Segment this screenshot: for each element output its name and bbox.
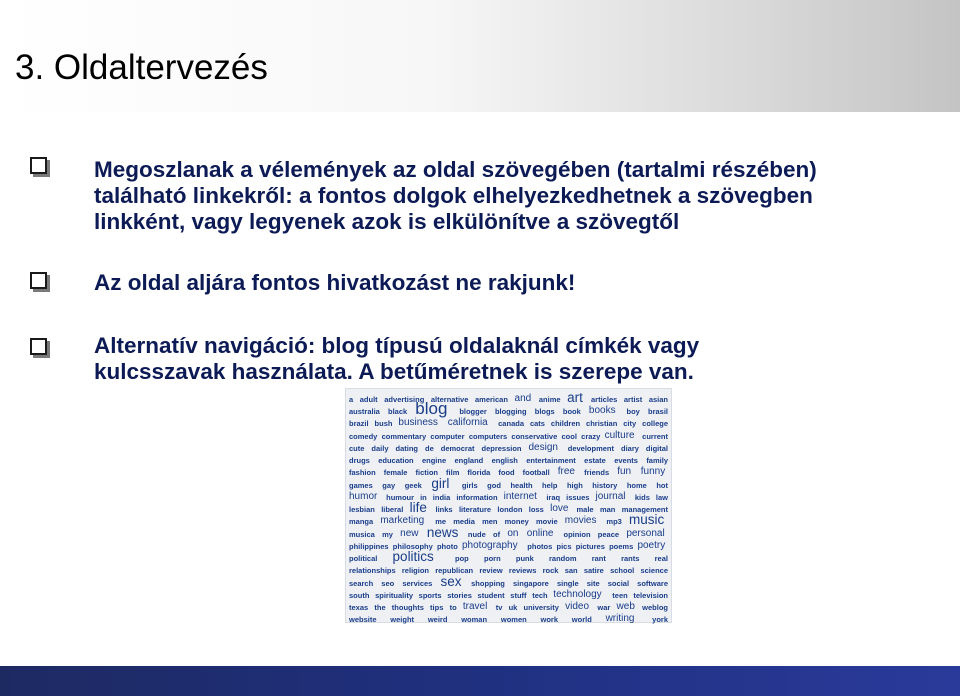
tag-link: cool bbox=[561, 431, 577, 441]
tag-link: london bbox=[497, 505, 523, 515]
tag-link: poetry bbox=[637, 539, 666, 551]
tag-link: rants bbox=[621, 554, 640, 564]
tag-link: current bbox=[642, 431, 668, 441]
tag-link: science bbox=[640, 566, 668, 576]
tag-link: manga bbox=[349, 517, 374, 527]
tag-link: sports bbox=[418, 590, 442, 600]
tag-link: opinion bbox=[563, 529, 591, 539]
tag-link: movies bbox=[564, 515, 597, 527]
tag-link: gay bbox=[382, 480, 396, 490]
tag-link: photo bbox=[436, 541, 458, 551]
tag-link: computer bbox=[430, 431, 465, 441]
tag-link: california bbox=[447, 417, 488, 429]
tag-link: porn bbox=[483, 554, 501, 564]
tag-link: san bbox=[564, 566, 578, 576]
tag-link: humor bbox=[349, 490, 378, 502]
tag-link: texas bbox=[349, 603, 369, 613]
tag-link: diary bbox=[620, 443, 639, 453]
tag-link: artist bbox=[623, 394, 643, 404]
tag-link: cats bbox=[529, 419, 545, 429]
tag-link: daily bbox=[371, 443, 389, 453]
tag-link: peace bbox=[597, 529, 620, 539]
checkbox-bullet-icon bbox=[30, 272, 47, 289]
tag-link: woman bbox=[461, 615, 488, 625]
tag-link: thoughts bbox=[391, 603, 424, 613]
tag-link: liberal bbox=[381, 505, 404, 515]
tag-link: man bbox=[599, 505, 616, 515]
tag-link: weird bbox=[427, 615, 448, 625]
tag-link: blogging bbox=[494, 407, 527, 417]
tag-link: television bbox=[633, 590, 668, 600]
tag-link: singapore bbox=[512, 578, 549, 588]
tag-link: photography bbox=[461, 539, 518, 551]
tag-link: to bbox=[449, 603, 457, 613]
tag-link: york bbox=[652, 615, 668, 625]
tag-link: book bbox=[562, 407, 581, 417]
tag-link: a bbox=[349, 394, 354, 404]
slide-title: 3. Oldaltervezés bbox=[15, 48, 268, 87]
bullet-2-line-1: Az oldal aljára fontos hivatkozást ne rakjunk! bbox=[94, 270, 576, 295]
tag-link: in bbox=[420, 492, 427, 502]
tag-link: website bbox=[349, 615, 377, 625]
tag-link: student bbox=[477, 590, 505, 600]
tag-link: tech bbox=[532, 590, 548, 600]
tag-link: iraq bbox=[546, 492, 561, 502]
tag-link: conservative bbox=[511, 431, 558, 441]
tag-link: estate bbox=[584, 456, 606, 466]
tag-link: school bbox=[610, 566, 635, 576]
tag-link: fiction bbox=[415, 468, 438, 478]
tag-link: city bbox=[623, 419, 637, 429]
tag-link: help bbox=[542, 480, 558, 490]
tag-link: and bbox=[514, 392, 532, 404]
bullet-3 bbox=[94, 333, 699, 385]
tag-link: personal bbox=[626, 527, 665, 539]
tag-link: depression bbox=[481, 443, 522, 453]
tag-link: technology bbox=[553, 588, 602, 600]
tag-link: site bbox=[586, 578, 600, 588]
tag-link: news bbox=[426, 524, 459, 540]
tag-link: law bbox=[655, 492, 668, 502]
tag-link: comedy bbox=[349, 431, 378, 441]
tag-link: work bbox=[540, 615, 558, 625]
tag-link: uk bbox=[508, 603, 518, 613]
tag-link: england bbox=[454, 456, 484, 466]
checkbox-bullet-icon bbox=[30, 338, 47, 355]
tag-link: blogs bbox=[534, 407, 555, 417]
tag-link: men bbox=[482, 517, 498, 527]
tag-link: musica bbox=[349, 529, 375, 539]
tag-link: high bbox=[566, 480, 583, 490]
tag-link: lesbian bbox=[349, 505, 375, 515]
tag-link: social bbox=[607, 578, 630, 588]
bullet-1 bbox=[94, 157, 817, 235]
tag-link: asian bbox=[648, 394, 668, 404]
tag-link: university bbox=[523, 603, 559, 613]
tag-link: culture bbox=[604, 429, 635, 441]
tag-link: de bbox=[424, 443, 434, 453]
tag-link: digital bbox=[645, 443, 668, 453]
tag-link: love bbox=[550, 503, 569, 514]
tag-link: philippines bbox=[349, 541, 389, 551]
tag-link: food bbox=[498, 468, 515, 478]
tag-link: real bbox=[654, 554, 668, 564]
checkbox-bullet-icon bbox=[30, 157, 47, 174]
tag-link: pictures bbox=[575, 541, 605, 551]
tag-link: children bbox=[550, 419, 581, 429]
tag-link: games bbox=[349, 480, 373, 490]
tag-link: movie bbox=[535, 517, 558, 527]
tag-link: on bbox=[507, 527, 519, 539]
tag-link: new bbox=[400, 527, 419, 539]
tag-link: female bbox=[383, 468, 408, 478]
tag-link: friends bbox=[584, 468, 610, 478]
tag-link: film bbox=[446, 468, 460, 478]
tag-link: search bbox=[349, 578, 374, 588]
tag-link: development bbox=[567, 443, 614, 453]
tag-link: of bbox=[493, 529, 501, 539]
tag-link: articles bbox=[591, 394, 618, 404]
tag-link: english bbox=[491, 456, 518, 466]
tag-link: weblog bbox=[642, 603, 668, 613]
tag-link: satire bbox=[583, 566, 604, 576]
tag-link: seo bbox=[381, 578, 395, 588]
tag-link: adult bbox=[359, 394, 378, 404]
tag-link: software bbox=[637, 578, 668, 588]
tag-link: sex bbox=[440, 573, 462, 589]
tag-link: weight bbox=[390, 615, 415, 625]
tag-link: management bbox=[621, 505, 668, 515]
tag-link: advertising bbox=[384, 394, 425, 404]
tag-link: geek bbox=[404, 480, 422, 490]
tag-link: health bbox=[510, 480, 533, 490]
tag-link: marketing bbox=[380, 515, 425, 527]
bullet-1-line-1: Megoszlanak a vélemények az oldal szövegében (tartalmi részében) bbox=[94, 157, 817, 182]
tag-link: women bbox=[500, 615, 527, 625]
tag-cloud-image bbox=[345, 388, 672, 623]
tag-link: computers bbox=[468, 431, 508, 441]
tag-link: loss bbox=[528, 505, 544, 515]
tag-link: kids bbox=[634, 492, 650, 502]
tag-link: mp3 bbox=[606, 517, 622, 527]
tag-link: rant bbox=[591, 554, 606, 564]
tag-link: south bbox=[349, 590, 370, 600]
tag-link: me bbox=[435, 517, 447, 527]
tag-link: anime bbox=[538, 394, 561, 404]
bullet-2 bbox=[94, 270, 575, 296]
tag-link: tips bbox=[430, 603, 444, 613]
bullet-1-line-2: található linkekről: a fontos dolgok elhelyezkedhetnek a szövegben bbox=[94, 183, 813, 208]
tag-link: girls bbox=[461, 480, 478, 490]
tag-link: review bbox=[479, 566, 503, 576]
tag-link: politics bbox=[392, 549, 434, 565]
tag-link: war bbox=[597, 603, 611, 613]
tag-link: business bbox=[398, 417, 438, 429]
tag-link: art bbox=[567, 389, 583, 405]
tag-link: black bbox=[387, 407, 408, 417]
tag-link: life bbox=[409, 500, 427, 516]
tag-link: tv bbox=[495, 603, 503, 613]
tag-link: shopping bbox=[471, 578, 505, 588]
tag-link: college bbox=[642, 419, 668, 429]
tag-link: political bbox=[349, 554, 378, 564]
tag-link: religion bbox=[401, 566, 429, 576]
tag-link: cute bbox=[349, 443, 365, 453]
tag-link: rock bbox=[542, 566, 559, 576]
tag-link: hot bbox=[656, 480, 668, 490]
tag-link: the bbox=[374, 603, 386, 613]
tag-link: american bbox=[474, 394, 508, 404]
tag-link: male bbox=[576, 505, 594, 515]
tag-link: commentary bbox=[381, 431, 427, 441]
tag-link: events bbox=[614, 456, 638, 466]
tag-link: christian bbox=[586, 419, 618, 429]
tag-link: engine bbox=[421, 456, 447, 466]
tag-link: crazy bbox=[581, 431, 601, 441]
tag-link: design bbox=[528, 441, 558, 453]
tag-link: information bbox=[456, 492, 498, 502]
tag-link: poems bbox=[609, 541, 634, 551]
tag-link: pop bbox=[455, 554, 469, 564]
tag-link: democrat bbox=[440, 443, 475, 453]
tag-link: stuff bbox=[510, 590, 527, 600]
tag-link: boy bbox=[626, 407, 640, 417]
tag-link: fun bbox=[617, 466, 632, 478]
tag-link: entertainment bbox=[526, 456, 576, 466]
tag-link: bush bbox=[374, 419, 393, 429]
tag-link: writing bbox=[605, 613, 635, 625]
tag-link: education bbox=[378, 456, 414, 466]
tag-link: blogger bbox=[459, 407, 487, 417]
tag-link: my bbox=[382, 529, 393, 539]
tag-link: nude bbox=[467, 529, 486, 539]
tag-link: journal bbox=[595, 490, 626, 502]
tag-link: brazil bbox=[349, 419, 369, 429]
tag-link: free bbox=[557, 466, 575, 478]
tag-link: issues bbox=[566, 492, 590, 502]
tag-link: online bbox=[526, 527, 554, 539]
tag-link: pics bbox=[556, 541, 572, 551]
tag-link: history bbox=[592, 480, 618, 490]
tag-link: stories bbox=[447, 590, 472, 600]
tag-link: spirituality bbox=[375, 590, 414, 600]
tag-link: music bbox=[628, 512, 665, 528]
tag-link: florida bbox=[467, 468, 491, 478]
tag-link: internet bbox=[503, 490, 537, 502]
tag-link: alternative bbox=[430, 394, 469, 404]
tag-link: republican bbox=[435, 566, 474, 576]
tag-link: photos bbox=[527, 541, 553, 551]
bullet-3-line-2: kulcsszavak használata. A betűméretnek is szerepe van. bbox=[94, 359, 694, 384]
tag-link: india bbox=[432, 492, 451, 502]
tag-link: australia bbox=[349, 407, 380, 417]
tag-link: literature bbox=[458, 505, 492, 515]
tag-link: girl bbox=[431, 475, 450, 491]
tag-link: funny bbox=[640, 466, 666, 478]
tag-link: reviews bbox=[508, 566, 537, 576]
tag-link: relationships bbox=[349, 566, 396, 576]
tag-link: money bbox=[504, 517, 529, 527]
tag-link: home bbox=[626, 480, 647, 490]
bullet-3-line-1: Alternatív navigáció: blog típusú oldalaknál címkék vagy bbox=[94, 333, 700, 358]
tag-link: god bbox=[487, 480, 501, 490]
tag-link: teen bbox=[612, 590, 628, 600]
tag-link: travel bbox=[462, 601, 488, 612]
tag-link: canada bbox=[498, 419, 524, 429]
tag-link: web bbox=[616, 601, 635, 612]
tag-link: links bbox=[435, 505, 453, 515]
tag-link: media bbox=[453, 517, 475, 527]
tag-link: brasil bbox=[647, 407, 668, 417]
tag-link: random bbox=[548, 554, 577, 564]
tag-link: video bbox=[565, 601, 590, 612]
tag-link: humour bbox=[386, 492, 415, 502]
tag-link: single bbox=[556, 578, 579, 588]
tag-link: books bbox=[588, 405, 616, 416]
tag-link: football bbox=[522, 468, 550, 478]
tag-link: family bbox=[646, 456, 668, 466]
bullet-1-line-3: linkként, vagy legyenek azok is elkülönítve a szövegtől bbox=[94, 209, 680, 234]
tag-link: drugs bbox=[349, 456, 370, 466]
tag-link: punk bbox=[515, 554, 534, 564]
tag-link: philosophy bbox=[392, 541, 433, 551]
tag-link: dating bbox=[395, 443, 418, 453]
footer-bar bbox=[0, 666, 960, 696]
tag-link: services bbox=[402, 578, 433, 588]
tag-link: blog bbox=[415, 399, 448, 419]
tag-link: world bbox=[571, 615, 592, 625]
tag-link: fashion bbox=[349, 468, 376, 478]
